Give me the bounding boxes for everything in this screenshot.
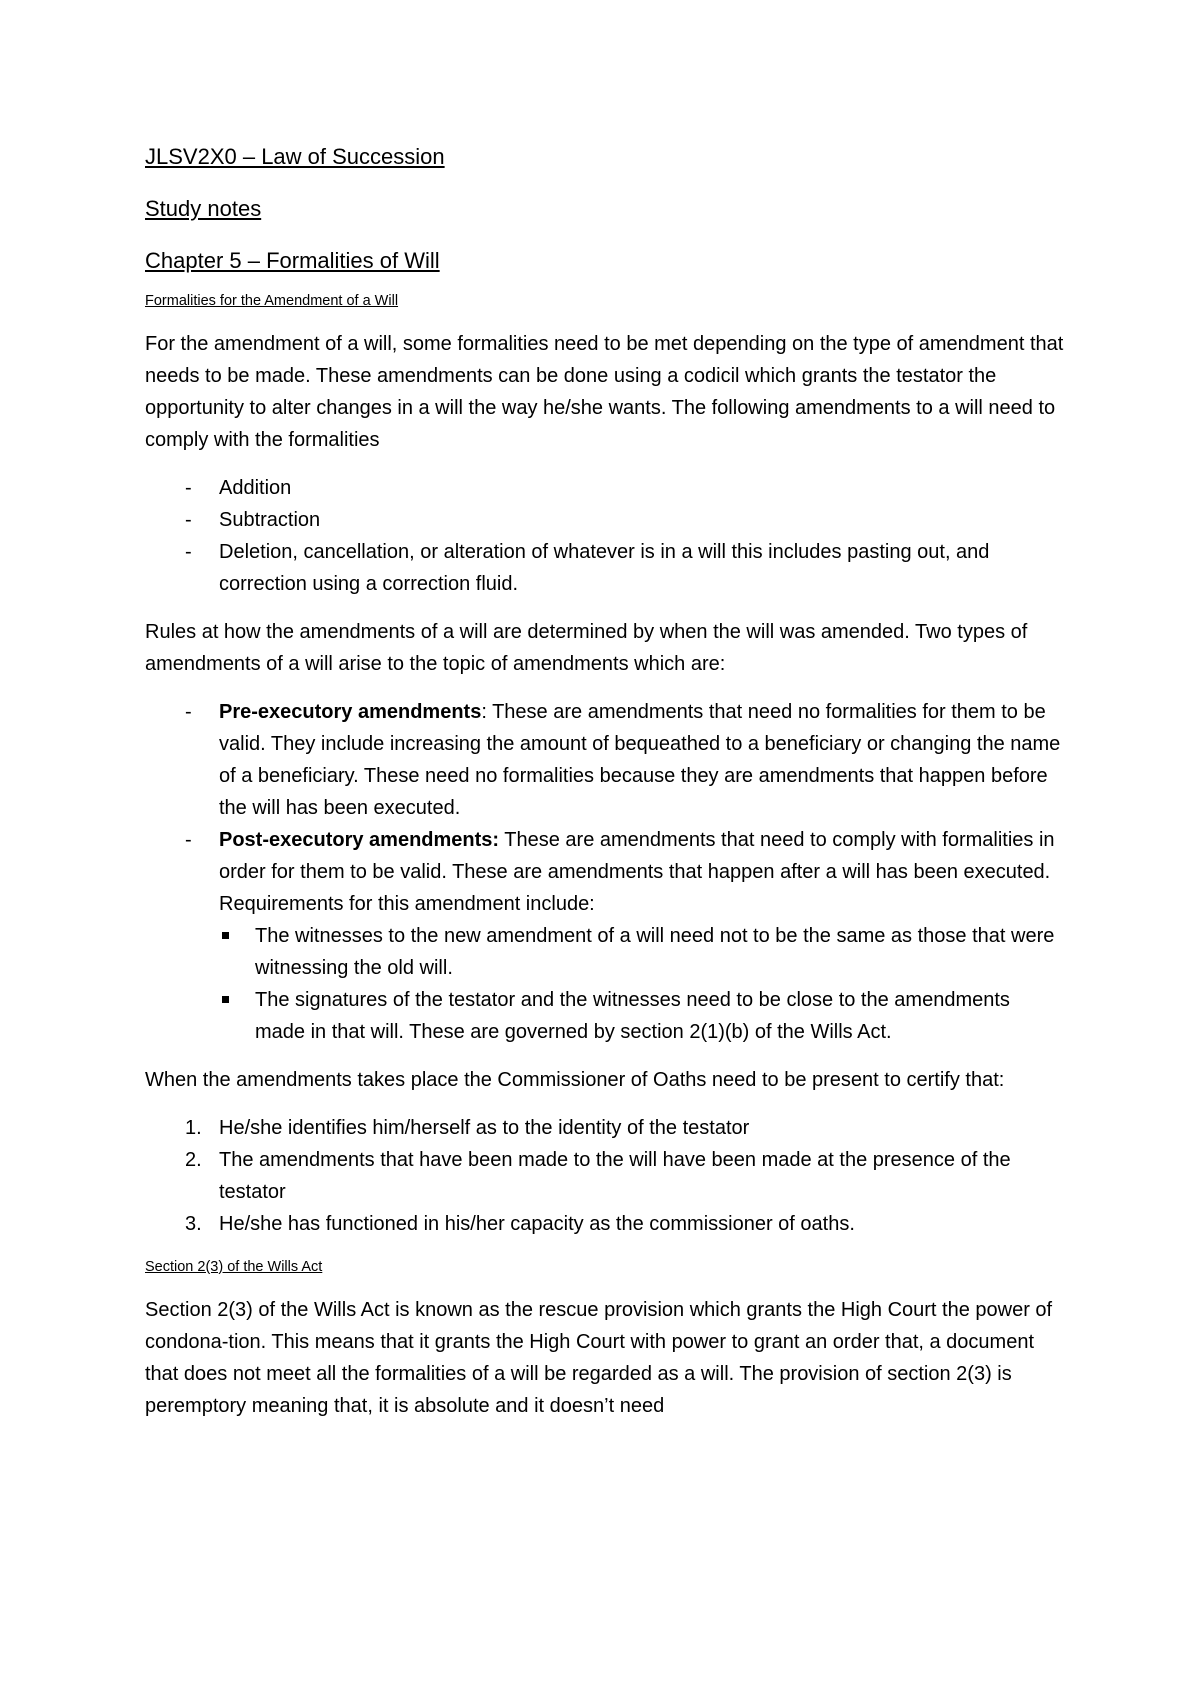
list-item (145, 1144, 1065, 1208)
dash-marker: - (185, 701, 192, 723)
dash-marker: - (185, 541, 192, 563)
list-item (219, 984, 1065, 1048)
list-item (145, 696, 1065, 824)
list-number: 1. (185, 1117, 202, 1139)
requirement-text: The signatures of the testator and the witnesses need to be close to the amendments made in that will. These are governed by section 2(1)(b) of the Wills Act. (255, 989, 1010, 1043)
section-heading-amendment: Formalities for the Amendment of a Will (145, 293, 399, 309)
section-heading-wills-act: Section 2(3) of the Wills Act (145, 1259, 323, 1275)
post-executory-text: These are amendments that need to comply with formalities in order for them to be valid. These are amendments that happen after a will has been executed. Requirements for this amendment include: (219, 829, 1055, 915)
document-page (145, 142, 1065, 1438)
requirements-list (219, 920, 1065, 1048)
rescue-provision-paragraph: Section 2(3) of the Wills Act is known as the rescue provision which grants the High Court the power of condona-tion. This means that it grants the High Court with power to grant an order that, a document that does not meet all the formalities of a will be regarded as a will. The provision of section 2(3) is peremptory meaning that, it is absolute and it doesn’t need (145, 1299, 1053, 1417)
list-item (145, 472, 1065, 504)
course-title: JLSV2X0 – Law of Succession (145, 144, 445, 169)
list-item-text: Subtraction (219, 509, 321, 531)
list-item-text: Addition (219, 477, 292, 499)
pre-executory-term: Pre-executory amendments (219, 701, 482, 723)
rules-intro-paragraph: Rules at how the amendments of a will are determined by when the will was amended. Two types of amendments of a will arise to the topic of amendments which are: (145, 621, 1028, 675)
amendment-types-list (145, 696, 1065, 1048)
dash-marker: - (185, 829, 192, 851)
list-item-text: Deletion, cancellation, or alteration of whatever is in a will this includes pasting out, and correction using a correction fluid. (219, 541, 990, 595)
chapter-title: Chapter 5 – Formalities of Will (145, 248, 440, 273)
list-number: 3. (185, 1213, 202, 1235)
dash-marker: - (185, 477, 192, 499)
list-item-text: He/she identifies him/herself as to the identity of the testator (219, 1117, 750, 1139)
list-item (145, 536, 1065, 600)
list-item-text: He/she has functioned in his/her capacity as the commissioner of oaths. (219, 1213, 855, 1235)
amendment-list (145, 472, 1065, 600)
amendment-intro-paragraph: For the amendment of a will, some formalities need to be met depending on the type of amendment that needs to be made. These amendments can be done using a codicil which grants the testator the opportunity to alter changes in a will the way he/she wants. The following amendments to a will need to comply with the formalities (145, 333, 1064, 451)
study-notes-title: Study notes (145, 196, 262, 221)
term-separator: : (481, 701, 487, 723)
list-item (145, 1208, 1065, 1240)
list-item (145, 504, 1065, 536)
square-bullet-icon (222, 996, 229, 1003)
requirement-text: The witnesses to the new amendment of a will need not to be the same as those that were witnessing the old will. (255, 925, 1055, 979)
commissioner-intro-paragraph: When the amendments takes place the Commissioner of Oaths need to be present to certify that: (145, 1069, 1005, 1091)
square-bullet-icon (222, 932, 229, 939)
list-item (219, 920, 1065, 984)
pre-executory-text: These are amendments that need no formalities for them to be valid. They include increasing the amount of bequeathed to a beneficiary or changing the name of a beneficiary. These need no formalities because they are amendments that happen before the will has been executed. (219, 701, 1061, 819)
post-executory-term: Post-executory amendments: (219, 829, 500, 851)
list-item-text: The amendments that have been made to the will have been made at the presence of the testator (219, 1149, 1011, 1203)
list-item (145, 1112, 1065, 1144)
list-item (145, 824, 1065, 1048)
list-number: 2. (185, 1149, 202, 1171)
dash-marker: - (185, 509, 192, 531)
certify-list (145, 1112, 1065, 1240)
